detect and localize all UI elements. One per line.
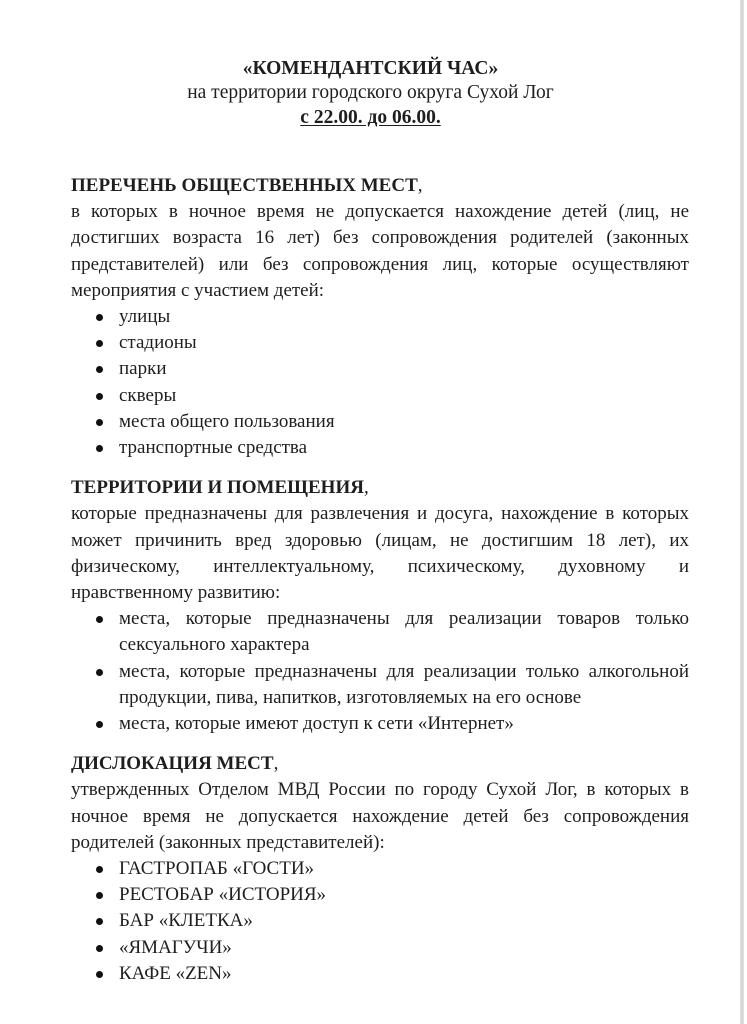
bullet-icon — [96, 866, 103, 873]
heading-comma: , — [273, 753, 279, 775]
document-body — [71, 173, 689, 987]
section-heading: ТЕРРИТОРИИ И ПОМЕЩЕНИЯ — [71, 477, 364, 499]
bullet-list — [71, 606, 689, 737]
bullet-list — [71, 304, 689, 461]
document-title: «КОМЕНДАНТСКИЙ ЧАС» — [242, 58, 499, 79]
list-item — [71, 409, 689, 435]
page-edge-divider — [740, 0, 744, 1024]
bullet-icon — [96, 445, 103, 452]
bullet-icon — [96, 971, 103, 978]
list-item-text: транспортные средства — [119, 437, 308, 459]
list-item — [71, 383, 689, 409]
section-text: которые предназначены для развлечения и досуга, нахождение в которых может причинить вред здоровью (лицам, не достигшим 18 лет), их физическому, интеллектуальному, психическому, духовному и нравственному развитию: — [71, 503, 689, 604]
section-heading-line — [71, 751, 689, 777]
list-item-text: места, которые имеют доступ к сети «Интернет» — [119, 713, 514, 735]
heading-comma: , — [417, 175, 423, 196]
list-item — [71, 330, 689, 356]
list-item-text: места, которые предназначены для реализации товаров только сексуального характера — [119, 608, 689, 656]
bullet-icon — [96, 945, 103, 952]
section-text: утвержденных Отделом МВД России по городу Сухой Лог, в которых в ночное время не допускается нахождение детей без сопровождения родителей (законных представителей): — [71, 779, 689, 853]
section-locations — [71, 751, 689, 987]
heading-comma: , — [363, 477, 369, 499]
list-item-text: БАР «КЛЕТКА» — [119, 910, 253, 932]
bullet-list — [71, 856, 689, 987]
list-item — [71, 304, 689, 330]
list-item — [71, 961, 689, 987]
section-heading-line — [71, 475, 689, 501]
section-text: в которых в ночное время не допускается нахождение детей (лиц, не достигших возраста 16 лет) без сопровождения родителей (законных представителей) или без сопровождения лиц, которые осуществляют мероприятия с участием детей: — [71, 201, 689, 301]
section-heading: ДИСЛОКАЦИЯ МЕСТ — [71, 753, 274, 775]
list-item — [71, 882, 689, 908]
list-item — [71, 435, 689, 461]
list-item-text: КАФЕ «ZEN» — [119, 962, 232, 984]
bullet-icon — [96, 419, 103, 426]
list-item — [71, 935, 689, 961]
list-item — [71, 356, 689, 382]
document-header — [0, 56, 741, 131]
bullet-icon — [96, 669, 103, 676]
curfew-time: с 22.00. до 06.00. — [300, 107, 441, 128]
list-item — [71, 856, 689, 882]
list-item-text: места общего пользования — [119, 410, 335, 432]
section-public-places — [71, 173, 689, 461]
section-heading: ПЕРЕЧЕНЬ ОБЩЕСТВЕННЫХ МЕСТ — [71, 175, 418, 196]
list-item-text: парки — [119, 358, 167, 380]
section-territories — [71, 475, 689, 737]
bullet-icon — [96, 366, 103, 373]
bullet-icon — [96, 340, 103, 347]
list-item-text: места, которые предназначены для реализации только алкогольной продукции, пива, напитков, изготовляемых на его основе — [119, 660, 689, 708]
list-item-text: ГАСТРОПАБ «ГОСТИ» — [119, 858, 315, 880]
bullet-icon — [96, 892, 103, 899]
bullet-icon — [96, 616, 103, 623]
list-item-text: скверы — [119, 384, 177, 406]
list-item-text: стадионы — [119, 332, 197, 354]
list-item — [71, 711, 689, 737]
list-item-text: «ЯМАГУЧИ» — [119, 936, 232, 958]
bullet-icon — [96, 393, 103, 400]
section-heading-line — [71, 173, 689, 199]
list-item — [71, 659, 689, 711]
list-item — [71, 908, 689, 934]
bullet-icon — [96, 918, 103, 925]
list-item-text: улицы — [119, 306, 171, 328]
list-item-text: РЕСТОБАР «ИСТОРИЯ» — [119, 884, 327, 906]
bullet-icon — [96, 314, 103, 321]
list-item — [71, 606, 689, 658]
bullet-icon — [96, 721, 103, 728]
document-subtitle: на территории городского округа Сухой Лог — [187, 82, 554, 103]
